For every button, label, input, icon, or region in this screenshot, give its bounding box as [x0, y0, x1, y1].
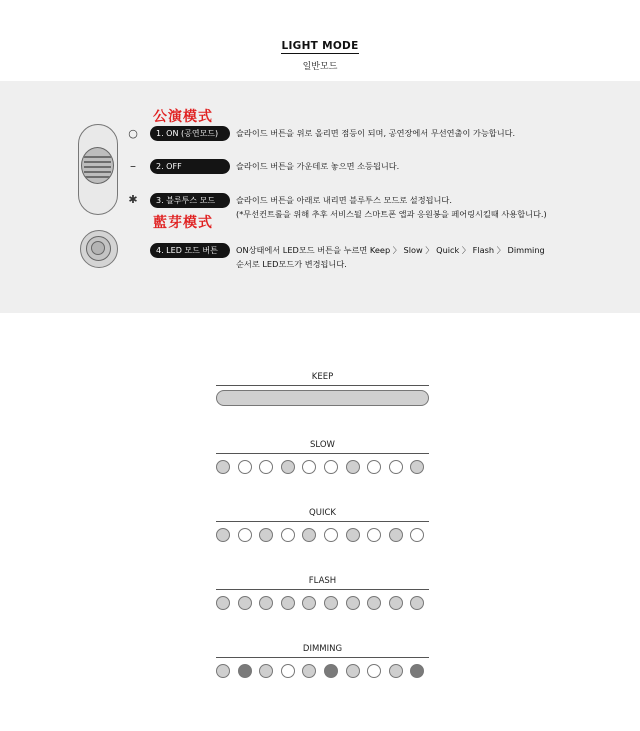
- badge-led-button: 4. LED 모드 버튼: [150, 243, 230, 258]
- led-dot-light: [346, 528, 360, 542]
- led-dot-light: [238, 596, 252, 610]
- page-subtitle: 일반모드: [302, 62, 338, 72]
- mode-divider: [216, 385, 429, 386]
- desc-line: ON상태에서 LED모드 버튼을 누르면 Keep 〉 Slow 〉 Quick 〉 Flash 〉 Dimming: [236, 245, 545, 255]
- led-dot-light: [302, 596, 316, 610]
- mode-slow: [216, 440, 429, 454]
- led-dot-off: [410, 528, 424, 542]
- mode-label: KEEP: [311, 372, 334, 382]
- led-dot-light: [216, 528, 230, 542]
- led-dot-light: [389, 596, 403, 610]
- led-dot-off: [367, 460, 381, 474]
- led-dots: [216, 664, 431, 680]
- led-dot-off: [238, 460, 252, 474]
- mode-label: DIMMING: [302, 644, 343, 654]
- mode-keep: [216, 372, 429, 386]
- led-dot-light: [324, 596, 338, 610]
- off-symbol-icon: –: [130, 159, 136, 173]
- mode-divider: [216, 657, 429, 658]
- led-dots: [216, 460, 431, 476]
- led-dot-off: [259, 460, 273, 474]
- page-header: [0, 34, 640, 72]
- led-dot-light: [346, 460, 360, 474]
- led-dot-off: [367, 528, 381, 542]
- on-symbol-icon: ○: [128, 127, 138, 140]
- mode-divider: [216, 589, 429, 590]
- led-dot-light: [367, 596, 381, 610]
- led-dot-light: [216, 460, 230, 474]
- bluetooth-mode-label: 藍芽模式: [153, 215, 213, 231]
- led-dot-light: [281, 596, 295, 610]
- mode-dimming: [216, 644, 429, 658]
- desc-bluetooth: [236, 193, 547, 221]
- page-title: LIGHT MODE: [281, 40, 359, 52]
- mode-flash: [216, 576, 429, 590]
- led-dot-off: [281, 528, 295, 542]
- led-dot-light: [389, 664, 403, 678]
- desc-line: 슬라이드 버튼을 아래로 내리면 블루투스 모드로 설정됩니다.: [236, 195, 452, 205]
- led-mode-button-icon[interactable]: [80, 230, 118, 268]
- desc-led-button: [236, 243, 545, 271]
- led-dot-dark: [410, 664, 424, 678]
- slide-knob-icon[interactable]: [81, 147, 114, 184]
- led-button-center: [91, 241, 105, 255]
- badge-bluetooth: 3. 블루투스 모드: [150, 193, 230, 208]
- desc-line: (*무선컨트롤을 위해 추후 서비스될 스마트폰 앱과 응원봉을 페어링시킬때 사용합니다.): [236, 209, 547, 219]
- led-dot-dark: [324, 664, 338, 678]
- led-dot-off: [281, 664, 295, 678]
- led-dot-off: [238, 528, 252, 542]
- led-dot-light: [259, 596, 273, 610]
- slide-switch[interactable]: [78, 124, 118, 215]
- led-dot-light: [346, 664, 360, 678]
- led-dot-light: [216, 664, 230, 678]
- desc-off: [236, 159, 399, 173]
- led-dot-light: [281, 460, 295, 474]
- led-dot-light: [410, 460, 424, 474]
- led-dot-light: [389, 528, 403, 542]
- mode-quick: [216, 508, 429, 522]
- badge-off: 2. OFF: [150, 159, 230, 174]
- badge-on: 1. ON (공연모드): [150, 126, 230, 141]
- keep-bar: [216, 390, 429, 406]
- led-dot-dark: [238, 664, 252, 678]
- led-dot-off: [367, 664, 381, 678]
- led-dot-off: [324, 460, 338, 474]
- mode-label: SLOW: [310, 440, 335, 450]
- led-dot-light: [259, 528, 273, 542]
- desc-on: [236, 126, 515, 140]
- led-dot-light: [410, 596, 424, 610]
- led-dot-light: [259, 664, 273, 678]
- led-button-ring: [86, 236, 111, 261]
- mode-label: QUICK: [309, 508, 336, 518]
- led-dot-light: [302, 528, 316, 542]
- mode-divider: [216, 453, 429, 454]
- led-dot-off: [389, 460, 403, 474]
- led-dot-light: [302, 664, 316, 678]
- performance-mode-label: 公演模式: [153, 109, 213, 125]
- desc-line: 슬라이드 버튼을 가운데로 놓으면 소등됩니다.: [236, 161, 400, 171]
- led-dot-light: [346, 596, 360, 610]
- bluetooth-icon: ✱: [128, 193, 138, 206]
- mode-divider: [216, 521, 429, 522]
- led-dot-off: [302, 460, 316, 474]
- desc-line: 슬라이드 버튼을 위로 올리면 점등이 되며, 공연장에서 무선연출이 가능합니다.: [236, 128, 516, 138]
- led-dot-light: [216, 596, 230, 610]
- led-dots: [216, 596, 431, 612]
- desc-line: 순서로 LED모드가 변경됩니다.: [236, 259, 347, 269]
- mode-label: FLASH: [308, 576, 337, 586]
- led-dot-off: [324, 528, 338, 542]
- led-dots: [216, 528, 431, 544]
